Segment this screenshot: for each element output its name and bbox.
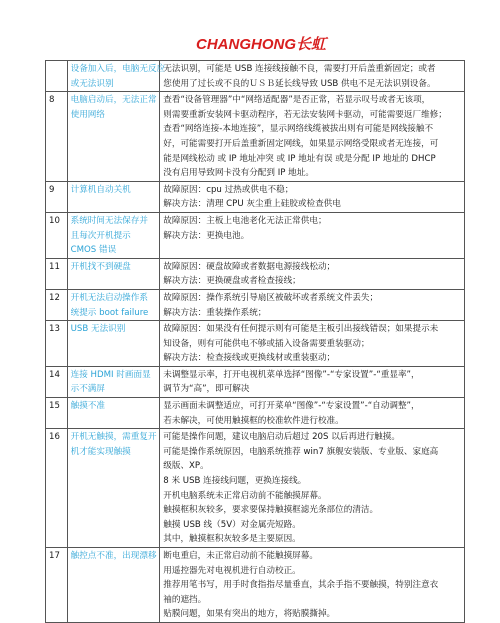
problem-text: 示不满屏 (70, 384, 105, 395)
solution-text: 知设备，则有可能供电不够或插入设备需要重装驱动； (163, 338, 370, 349)
solution-text: 故障原因：操作系统引导扇区被破坏或者系统文件丢失； (163, 292, 379, 303)
solution-text: 未调整显示率，打开电视机菜单选择“图像”-“专家设置”-“重显率”， (163, 369, 420, 380)
solution-text: 可能是操作系统原因，电脑系统推荐 win7 旗舰安装版、专业版、家庭高 (163, 446, 439, 457)
problem-text: 开机无触摸，需重复开 (70, 432, 157, 443)
solution-text: 能是网线松动 或 IP 地址冲突 或 IP 地址有误 或是分配 IP 地址的 DHCP (163, 153, 436, 164)
solution-text: 用遥控器先对电视机进行自动校正。 (163, 565, 301, 576)
solution-text: 可能是操作问题，建议电脑启动后超过 20S 以后再进行触摸。 (163, 432, 400, 443)
problem-cell (67, 212, 160, 258)
problem-text: 开机无法启动操作系 (70, 292, 148, 303)
solution-cell (160, 398, 465, 429)
problem-text: 统提示 boot failure (70, 307, 149, 318)
table-row (46, 321, 465, 367)
problem-text: 触摸不准 (70, 401, 105, 412)
solution-text: 袖的遮挡。 (163, 594, 207, 605)
solution-text: 故障原因：硬盘故障或者数据电源接线松动； (163, 261, 336, 272)
problem-text: 触控点不准，出现漂移 (70, 551, 157, 561)
table-row (46, 258, 465, 289)
solution-text: 触摸 USB 线（5V）对金属壳短路。 (163, 519, 301, 530)
solution-cell (160, 548, 465, 623)
table-row (46, 61, 465, 92)
solution-text: 显示画面未调整适应，可打开菜单“图像”-“专家设置”-“自动调整”， (163, 401, 420, 412)
solution-text: 解决方法：重装操作系统； (163, 307, 267, 318)
problem-text: USB 无法识别 (70, 324, 126, 335)
solution-text: 推荐用笔书写，用手时食指指尽量垂直，其余手指不要触摸，特别注意衣 (163, 580, 439, 591)
table-row (46, 92, 465, 182)
row-number: 11 (46, 258, 68, 289)
solution-text: 解决方法：检查接线或更换线材或重装驱动； (163, 353, 336, 364)
problem-text: 使用网络 (70, 109, 105, 120)
solution-text: 没有启用导致网卡没有分配到 IP 地址。 (163, 168, 314, 179)
table-row (46, 366, 465, 397)
problem-cell (67, 398, 160, 429)
solution-cell (160, 258, 465, 289)
row-number: 15 (46, 398, 68, 429)
solution-cell (160, 366, 465, 397)
table-row (46, 398, 465, 429)
solution-text: 触摸框积灰较多，要求要保持触摸框滤光条部位的清洁。 (163, 505, 379, 516)
problem-text: 设备加入后，电脑无反应 (70, 64, 166, 74)
problem-cell (67, 289, 160, 320)
problem-cell (67, 181, 160, 212)
table-row (46, 212, 465, 258)
changhong-logo-text: CHANGHONG长虹 (196, 36, 326, 53)
solution-text: 故障原因：如果没有任何提示则有可能是主板引出接线错误；如果提示未 (163, 324, 439, 335)
solution-text: 调节为“高”，即可解决 (163, 384, 250, 395)
problem-text: 或无法识别 (70, 78, 114, 89)
row-number: 10 (46, 212, 68, 258)
row-number: 9 (46, 181, 68, 212)
solution-text: 8 米 USB 连接线问题，更换连接线。 (163, 476, 307, 487)
solution-text: 查看“设备管理器”中“网络适配器”是否正常，若显示叹号或者无该项， (163, 95, 431, 106)
problem-text: CMOS 错误 (70, 245, 117, 256)
solution-text: 好，可能需要打开后盖重新固定网线，如果显示网络受限或者无连接，可 (163, 138, 439, 149)
solution-text: 您使用了过长或不良的ＵＳＢ延长线导致 USB 供电不足无法识别设备。 (163, 78, 436, 89)
solution-cell (160, 92, 465, 182)
problem-text: 连接 HDMI 时画面显 (70, 369, 151, 380)
problem-cell (67, 429, 160, 548)
solution-text: 断电重启，未正常启动前不能触摸屏幕。 (163, 551, 318, 561)
row-number: 8 (46, 92, 68, 182)
problem-text: 开机找不到硬盘 (70, 261, 131, 272)
table-row (46, 429, 465, 548)
row-number: 14 (46, 366, 68, 397)
solution-text: 开机电脑系统未正常启动前不能触摸屏幕。 (163, 490, 327, 501)
changhong-logo (196, 34, 326, 54)
solution-cell (160, 321, 465, 367)
solution-text: 查看“网络连接-本地连接”，显示网络线缆被拔出则有可能是网线接触不 (163, 124, 434, 135)
troubleshooting-table (45, 60, 465, 623)
solution-text: 解决方法：更换电池。 (163, 230, 250, 241)
solution-text: 无法识别，可能是 USB 连接线接触不良，需要打开后盖重新固定；或者 (163, 64, 436, 74)
solution-cell (160, 429, 465, 548)
problem-text: 系统时间无法保存并 (70, 215, 148, 226)
problem-text: 机才能实现触摸 (70, 446, 131, 457)
problem-cell (67, 548, 160, 623)
row-number (46, 61, 68, 92)
row-number: 13 (46, 321, 68, 367)
problem-text: 计算机自动关机 (70, 184, 131, 195)
solution-text: 故障原因：主板上电池老化无法正常供电； (163, 215, 327, 226)
solution-text: 解决方法：清理 CPU 灰尘重上硅胶或检查供电 (163, 199, 341, 210)
solution-cell (160, 212, 465, 258)
problem-cell (67, 321, 160, 367)
solution-text: 贴膜问题，如果有突出的地方，将贴膜撕掉。 (163, 609, 336, 620)
problem-cell (67, 92, 160, 182)
row-number: 12 (46, 289, 68, 320)
solution-cell (160, 289, 465, 320)
table-row (46, 181, 465, 212)
solution-text: 级版、XP。 (163, 461, 209, 472)
solution-text: 若未解决，可使用触摸框的校准软件进行校准。 (163, 415, 344, 426)
solution-cell (160, 61, 465, 92)
solution-cell (160, 181, 465, 212)
row-number: 16 (46, 429, 68, 548)
solution-text: 其中，触摸框积灰较多是主要原因。 (163, 534, 301, 545)
row-number: 17 (46, 548, 68, 623)
solution-text: 故障原因：cpu 过热或供电不稳； (163, 184, 294, 195)
table-row (46, 289, 465, 320)
table-row (46, 548, 465, 623)
problem-text: 电脑启动后，无法正常 (70, 95, 157, 106)
solution-text: 解决方法：更换硬盘或者检查接线； (163, 276, 301, 287)
page-header (0, 0, 500, 62)
solution-text: 则需要重新安装网卡驱动程序，若无法安装网卡驱动，可能需要返厂维修； (163, 109, 447, 120)
problem-cell (67, 366, 160, 397)
problem-cell (67, 258, 160, 289)
problem-text: 且每次开机提示 (70, 230, 131, 241)
problem-cell (67, 61, 166, 92)
